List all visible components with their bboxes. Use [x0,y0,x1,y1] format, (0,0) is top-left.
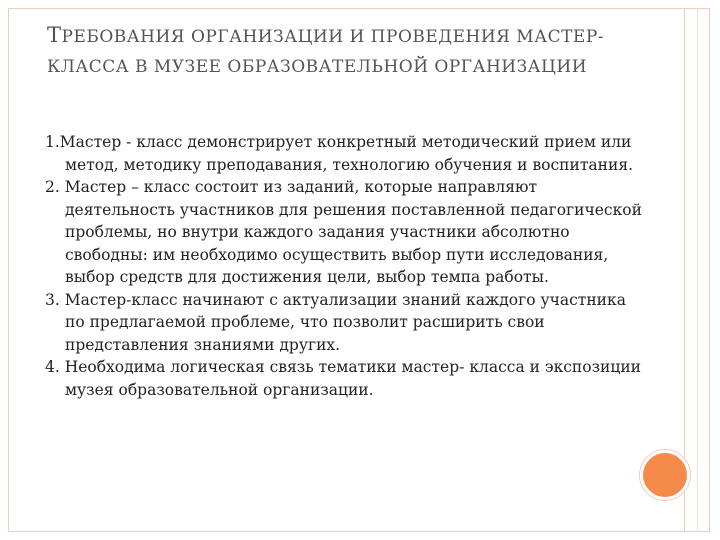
requirement-item-2: 2. Мастер – класс состоит из заданий, которые направляют деятельность участников для решения поставленной педагогической проблемы, но внутри каждого задания участники абсолютно свободны: им необходимо осуществить выбор пути исследования, выбор средств для достижения цели, выбор темпа работы. [45,178,642,286]
orange-circle-decoration [640,450,690,500]
requirement-item-4: 4. Необходима логическая связь тематики мастер- класса и экспозиции музея образовательной организации. [45,358,642,399]
rail-line [697,8,698,532]
requirements-list [45,131,645,401]
requirement-item-1: 1.Мастер - класс демонстрирует конкретный методический прием или метод, методику преподавания, технологию обучения и воспитания. [45,133,634,174]
title-rest: РЕБОВАНИЯ ОРГАНИЗАЦИИ И ПРОВЕДЕНИЯ МАСТЕР- КЛАССА В МУЗЕЕ ОБРАЗОВАТЕЛЬНОЙ ОРГАНИЗАЦИИ [47,27,605,77]
slide-title [47,20,647,82]
requirement-item-3: 3. Мастер-класс начинают с актуализации знаний каждого участника по предлагаемой проблеме, что позволит расширить свои представления знаниями других. [45,290,626,354]
title-first-letter: Т [47,23,62,47]
